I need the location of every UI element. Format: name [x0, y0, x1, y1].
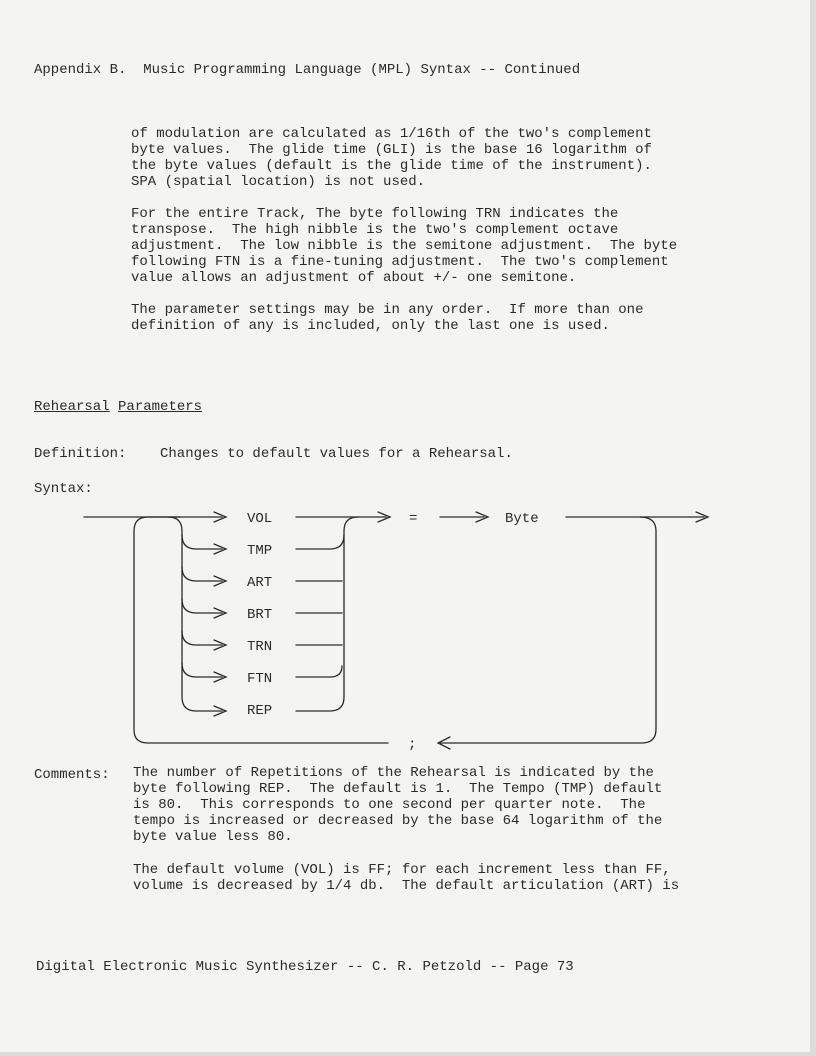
keyword-tmp: TMP	[247, 543, 273, 559]
byte-label: Byte	[505, 511, 539, 527]
keyword-ftn: FTN	[247, 671, 273, 687]
text-line: the byte values (default is the glide time of the instrument).	[131, 158, 652, 174]
definition-label: Definition:	[34, 446, 127, 462]
text-line: byte following REP. The default is 1. The Tempo (TMP) default	[133, 781, 663, 797]
branch-line-ftn	[182, 663, 222, 677]
text-line: volume is decreased by 1/4 db. The default articulation (ART) is	[133, 878, 680, 894]
keyword-brt: BRT	[247, 607, 273, 623]
keyword-art: ART	[247, 575, 273, 591]
merge-line-ftn	[296, 666, 342, 677]
text-line: The number of Repetitions of the Rehearsal is indicated by the	[133, 765, 654, 781]
text-line: is 80. This corresponds to one second per quarter note. The	[133, 797, 646, 813]
equals-sign: =	[409, 511, 418, 527]
merge-rail	[296, 517, 358, 711]
text-line: tempo is increased or decreased by the base 64 logarithm of the	[133, 813, 663, 829]
section-title-word: Rehearsal	[34, 399, 110, 415]
text-line: The parameter settings may be in any order. If more than one	[131, 302, 644, 318]
comments-label: Comments:	[34, 767, 110, 783]
text-line: SPA (spatial location) is not used.	[131, 174, 426, 190]
text-line: following FTN is a fine-tuning adjustment. The two's complement	[131, 254, 669, 270]
text-line: definition of any is included, only the last one is used.	[131, 318, 610, 334]
text-line: transpose. The high nibble is the two's complement octave	[131, 222, 619, 238]
text-line: For the entire Track, The byte following TRN indicates the	[131, 206, 619, 222]
page-header: Appendix B. Music Programming Language (MPL) Syntax -- Continued	[34, 62, 581, 78]
definition-text: Changes to default values for a Rehearsal.	[160, 446, 513, 462]
keyword-vol: VOL	[247, 511, 273, 527]
page-footer: Digital Electronic Music Synthesizer -- C. R. Petzold -- Page 73	[36, 959, 574, 975]
text-line: The default volume (VOL) is FF; for each increment less than FF,	[133, 862, 671, 878]
branch-line-art	[182, 567, 222, 581]
text-line: value allows an adjustment of about +/- one semitone.	[131, 270, 577, 286]
branch-line-tmp	[182, 535, 222, 549]
text-line: byte value less 80.	[133, 829, 293, 845]
section-title-word: Parameters	[118, 399, 203, 415]
separator-semicolon: ;	[408, 737, 417, 753]
merge-line-tmp	[296, 535, 344, 549]
keyword-rep: REP	[247, 703, 273, 719]
text-line: of modulation are calculated as 1/16th of the two's complement	[131, 126, 652, 142]
branch-line-brt	[182, 599, 222, 613]
text-line: byte values. The glide time (GLI) is the base 16 logarithm of	[131, 142, 652, 158]
text-line: adjustment. The low nibble is the semitone adjustment. The byte	[131, 238, 678, 254]
branch-line-trn	[182, 631, 222, 645]
syntax-label: Syntax:	[34, 481, 93, 497]
loop-right-path	[440, 517, 656, 743]
keyword-trn: TRN	[247, 639, 273, 655]
